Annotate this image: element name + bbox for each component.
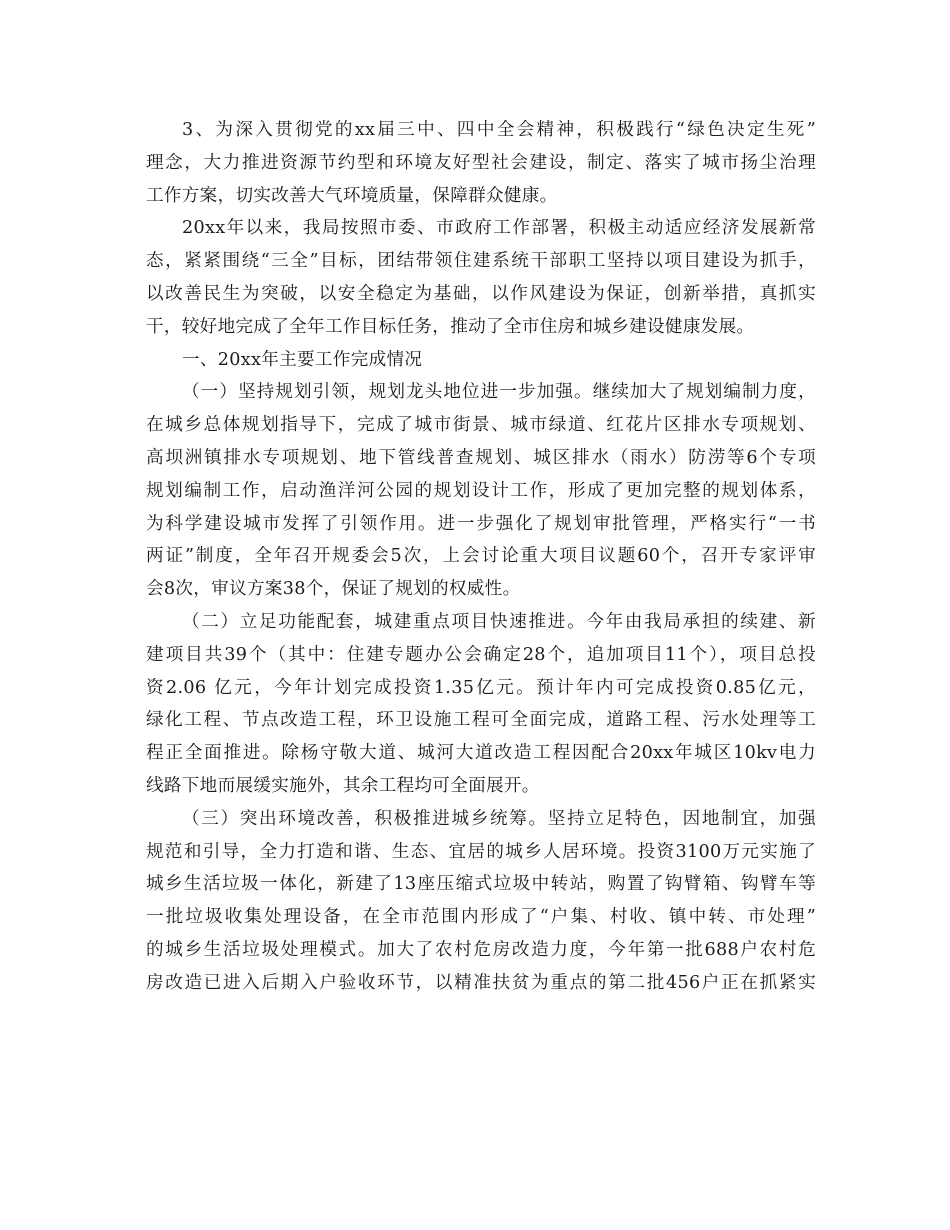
text-line: 程正全面推进。除杨守敬大道、城河大道改造工程因配合20xx年城区10kv电力 (146, 743, 816, 764)
document-body (146, 114, 816, 1000)
text-line: 资2.06 亿元，今年计划完成投资1.35亿元。预计年内可完成投资0.85亿元， (146, 677, 816, 698)
paragraph-first-line: 3、为深入贯彻党的xx届三中、四中全会精神，积极践行“绿色决定生死” (182, 120, 816, 140)
text-line: 房改造已进入后期入户验收环节，以精准扶贫为重点的第二批456户正在抓紧实 (146, 972, 816, 993)
text-line: 的城乡生活垃圾处理模式。加大了农村危房改造力度，今年第一批688户农村危 (146, 939, 816, 960)
paragraph-first-line: （二）立足功能配套，城建重点项目快速推进。今年由我局承担的续建、新 (182, 611, 816, 632)
text-line: 城乡生活垃圾一体化，新建了13座压缩式垃圾中转站，购置了钩臂箱、钩臂车等 (146, 874, 816, 895)
paragraph-first-line: 20xx年以来，我局按照市委、市政府工作部署，积极主动适应经济发展新常 (182, 218, 816, 239)
text-line: 为科学建设城市发挥了引领作用。进一步强化了规划审批管理，严格实行“一书 (146, 513, 816, 534)
text-line: 一批垃圾收集处理设备，在全市范围内形成了“户集、村收、镇中转、市处理” (146, 907, 816, 928)
text-line: 规范和引导，全力打造和谐、生态、宜居的城乡人居环境。投资3100万元实施了 (146, 841, 816, 862)
text-line: 以改善民生为突破，以安全稳定为基础，以作风建设为保证，创新举措，真抓实 (146, 283, 816, 304)
text-line: 态，紧紧围绕“三全”目标，团结带领住建系统干部职工坚持以项目建设为抓手， (146, 251, 816, 272)
paragraph-first-line: （三）突出环境改善，积极推进城乡统筹。坚持立足特色，因地制宜，加强 (182, 808, 816, 829)
text-line: 会8次，审议方案38个，保证了规划的权威性。 (146, 579, 521, 600)
paragraph-first-line: 一、20xx年主要工作完成情况 (182, 349, 423, 370)
text-line: 干，较好地完成了全年工作目标任务，推动了全市住房和城乡建设健康发展。 (146, 316, 755, 337)
paragraph-first-line: （一）坚持规划引领，规划龙头地位进一步加强。继续加大了规划编制力度， (182, 382, 816, 403)
text-line: 绿化工程、节点改造工程，环卫设施工程可全面完成，道路工程、污水处理等工 (146, 710, 816, 731)
text-line: 理念，大力推进资源节约型和环境友好型社会建设，制定、落实了城市扬尘治理 (146, 152, 816, 173)
text-line: 高坝洲镇排水专项规划、地下管线普查规划、城区排水（雨水）防涝等6个专项 (146, 447, 816, 468)
text-line: 工作方案，切实改善大气环境质量，保障群众健康。 (146, 185, 558, 206)
text-line: 规划编制工作，启动渔洋河公园的规划设计工作，形成了更加完整的规划体系， (146, 480, 816, 501)
text-line: 两证”制度，全年召开规委会5次，上会讨论重大项目议题60个，召开专家评审 (146, 546, 816, 567)
text-line: 建项目共39个（其中：住建专题办公会确定28个，追加项目11个），项目总投 (146, 644, 816, 665)
text-line: 在城乡总体规划指导下，完成了城市街景、城市绿道、红花片区排水专项规划、 (146, 415, 816, 436)
text-line: 线路下地而展缓实施外，其余工程均可全面展开。 (146, 775, 540, 796)
